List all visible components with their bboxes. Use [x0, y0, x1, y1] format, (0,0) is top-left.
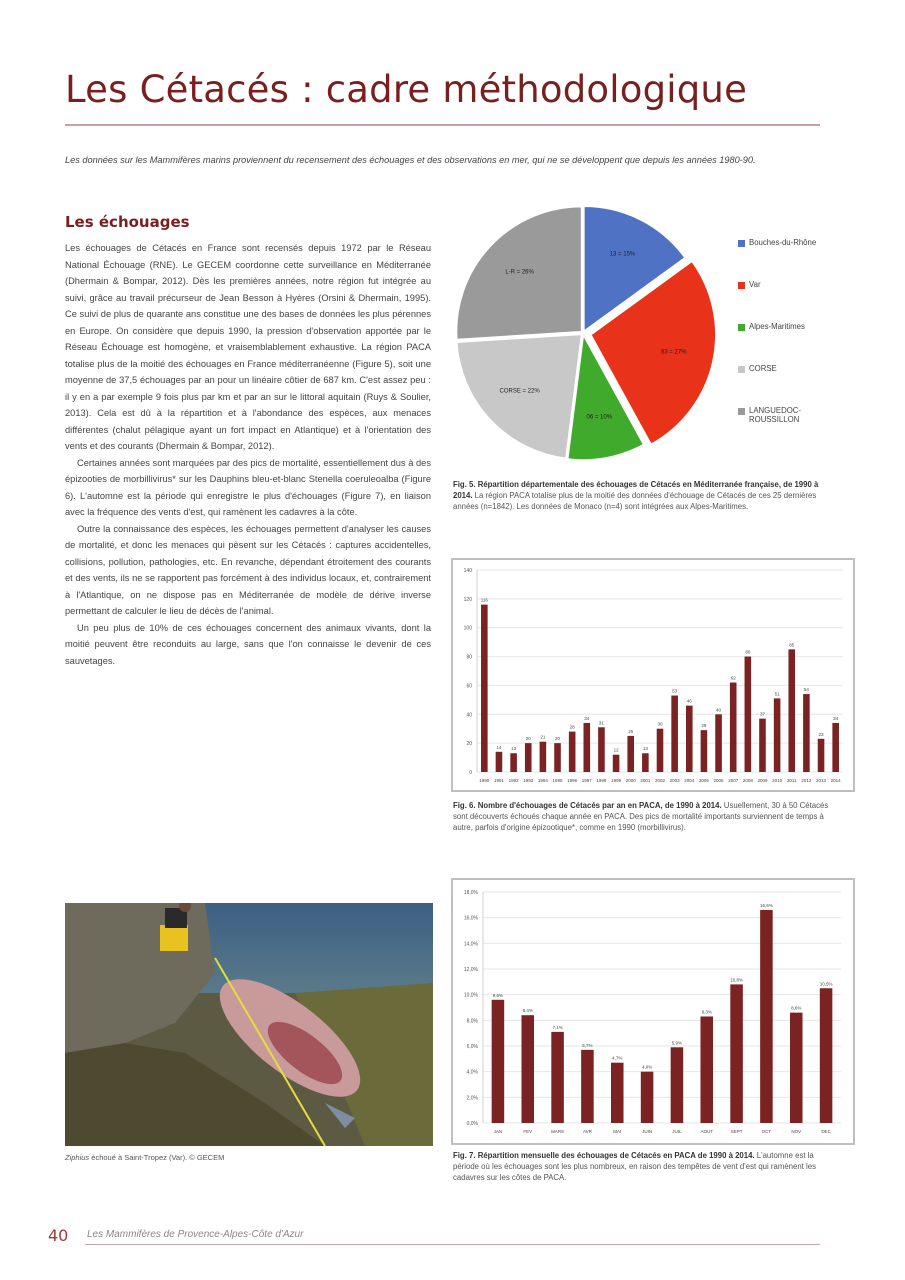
bar-value-label: 37 — [759, 711, 765, 717]
y-tick-label: 12,0% — [463, 967, 478, 973]
x-tick-label: 1995 — [552, 778, 563, 783]
bar-OCT — [760, 910, 773, 1123]
bar-value-label: 13 — [511, 746, 517, 752]
x-tick-label: 1997 — [581, 778, 592, 783]
x-tick-label: MARS — [551, 1129, 565, 1134]
bar-2000 — [627, 736, 634, 772]
bar-value-label: 31 — [598, 720, 604, 726]
y-tick-label: 120 — [463, 596, 472, 603]
x-tick-label: 1996 — [567, 778, 578, 783]
x-tick-label: 2005 — [698, 778, 709, 783]
x-tick-label: 2007 — [728, 778, 739, 783]
fig7-caption-text: L'automne est la période où les échouages sont les plus nombreux, en raison des tempêtes de vent d'est qui ramènent les cadavres sur les côtes de PACA. — [453, 1151, 816, 1182]
bar-2005 — [701, 730, 708, 772]
legend-item — [738, 322, 848, 364]
x-tick-label: 1999 — [611, 778, 622, 783]
footer-book-title: Les Mammifères de Provence-Alpes-Côte d'Azur — [87, 1229, 304, 1240]
bar-2014 — [832, 723, 839, 772]
bar-value-label: 51 — [774, 691, 780, 697]
x-tick-label: 2001 — [640, 778, 651, 783]
bar-2012 — [803, 694, 810, 772]
bar-value-label: 8,6% — [791, 1005, 802, 1011]
bar-2010 — [774, 698, 781, 772]
bar-value-label: 62 — [730, 675, 736, 681]
bar-value-label: 10,5% — [819, 981, 833, 987]
paragraph: Outre la connaissance des espèces, les échouages permettent d'analyser les causes de mortalité, et donc les menaces qui pèsent sur les Cétacés : captures accidentelles, collisions, pollution, pathologies, etc. En revanche, dépendant étroitement des courants et des vents, ils ne se rapportent pas forcément à des individus locaux, et, contrairement à l'Atlantique, on ne dispose pas en Méditerranée de modèle de dérive inverse permettant de calculer le lieu de décès de l'animal. — [65, 523, 431, 616]
bar-AVR — [581, 1050, 594, 1123]
y-tick-label: 8,0% — [466, 1018, 478, 1025]
bar-1995 — [554, 743, 561, 772]
bar-value-label: 10,8% — [730, 977, 743, 983]
x-tick-label: 2012 — [801, 778, 812, 783]
bar-2008 — [745, 657, 752, 772]
bar-2006 — [715, 714, 722, 772]
x-tick-label: AVR — [582, 1129, 592, 1134]
bar-2003 — [671, 696, 678, 772]
bar-value-label: 5,9% — [671, 1040, 683, 1046]
paragraph: Certaines années sont marquées par des pics de mortalité, essentiellement dus à des épizooties de morbillivirus* sur les Dauphins bleu-et-blanc Stenella coeruleoalba (Figure 6). L'automne est la période qui enregistre le plus d'échouages (Figure 7), en liaison avec la fréquence des vents d'est, qui ramènent les cadavres à la côte. — [65, 457, 431, 517]
x-tick-label: 2013 — [816, 778, 827, 783]
fig5-caption — [453, 479, 833, 512]
bar-MARS — [551, 1032, 564, 1123]
x-tick-label: 1993 — [523, 778, 534, 783]
x-tick-label: 2004 — [684, 778, 695, 783]
x-tick-label: 1990 — [479, 778, 490, 783]
legend-label: Alpes-Maritimes — [749, 322, 805, 331]
fig6-bar-chart — [451, 558, 855, 792]
photo-caption-text: échoué à Saint-Tropez (Var). © GECEM — [89, 1153, 225, 1162]
x-tick-label: 1994 — [537, 778, 548, 783]
bar-FEV — [521, 1015, 534, 1123]
bar-value-label: 80 — [745, 649, 751, 655]
fig6-caption-title: Fig. 6. Nombre d'échouages de Cétacés par an en PACA, de 1990 à 2014. — [453, 801, 722, 810]
fig6-svg — [453, 560, 853, 790]
bar-value-label: 16,6% — [760, 902, 773, 908]
pie-slice-corse — [457, 334, 582, 458]
bar-value-label: 53 — [672, 688, 678, 694]
bar-value-label: 23 — [818, 731, 824, 737]
bar-value-label: 25 — [628, 728, 634, 734]
body-text — [65, 240, 431, 669]
bar-value-label: 4,0% — [641, 1064, 653, 1070]
y-tick-label: 40 — [466, 712, 472, 719]
fig7-svg — [453, 880, 853, 1143]
x-tick-label: 2000 — [625, 778, 636, 783]
y-tick-label: 140 — [463, 568, 472, 574]
x-tick-label: MAI — [613, 1129, 622, 1134]
bar-2011 — [788, 649, 795, 772]
x-tick-label: 2010 — [772, 778, 783, 783]
legend-swatch — [738, 240, 745, 247]
bar-value-label: 5,7% — [582, 1042, 593, 1048]
bar-value-label: 30 — [657, 721, 663, 727]
bar-1999 — [613, 755, 620, 772]
x-tick-label: 2014 — [830, 778, 841, 783]
fig7-caption-title: Fig. 7. Répartition mensuelle des échouages de Cétacés en PACA de 1990 à 2014. — [453, 1151, 755, 1160]
x-tick-label: NOV — [791, 1129, 802, 1134]
legend-swatch — [738, 408, 745, 415]
bar-1994 — [540, 742, 547, 772]
pie-slice-label: CORSE = 22% — [499, 388, 540, 395]
legend-label: Var — [749, 280, 761, 289]
bar-value-label: 7,1% — [552, 1024, 563, 1030]
bar-value-label: 20 — [525, 736, 531, 742]
bar-2007 — [730, 683, 737, 772]
pie-slice-label: L-R = 26% — [505, 269, 534, 276]
fig6-caption — [453, 800, 833, 833]
fig7-caption — [453, 1150, 833, 1183]
legend-label: CORSE — [749, 364, 777, 373]
legend-label: Bouches-du-Rhône — [749, 238, 817, 247]
bar-JUIN — [641, 1072, 654, 1123]
y-tick-label: 4,0% — [466, 1069, 478, 1076]
bar-value-label: 14 — [496, 744, 502, 750]
legend-item — [738, 238, 848, 280]
bar-value-label: 21 — [540, 734, 546, 740]
bar-2013 — [818, 739, 825, 772]
bar-value-label: 40 — [716, 707, 722, 713]
fig5-caption-text: La région PACA totalise plus de la moitié des données d'échouage de Cétacés de ces 25 dernières années (n=1842). Les données de Monaco (n=4) sont intégrées aux Alpes-Maritimes. — [453, 491, 817, 511]
bar-JUIL — [671, 1047, 684, 1123]
bar-1992 — [510, 753, 517, 772]
y-tick-label: 80 — [466, 654, 472, 661]
bar-2004 — [686, 706, 693, 772]
page-number: 40 — [48, 1226, 69, 1245]
x-tick-label: 2011 — [786, 778, 797, 783]
y-tick-label: 0,0% — [466, 1121, 478, 1127]
y-tick-label: 0 — [469, 770, 472, 776]
bar-NOV — [790, 1013, 803, 1123]
pie-slice-label: 13 = 15% — [609, 251, 636, 258]
bar-1993 — [525, 743, 532, 772]
paragraph: Un peu plus de 10% de ces échouages concernent des animaux vivants, dont la moitié peuvent être reconduits au large, sans que l'on connaisse le devenir de ces sauvetages. — [65, 622, 431, 666]
x-tick-label: AOUT — [700, 1129, 714, 1134]
pie-slice-label: 06 = 10% — [586, 414, 613, 421]
photo-caption-species: Ziphius — [65, 1153, 90, 1162]
bar-1997 — [584, 723, 591, 772]
bar-value-label: 12 — [613, 747, 619, 753]
x-tick-label: 2003 — [669, 778, 680, 783]
x-tick-label: OCT — [761, 1129, 772, 1134]
x-tick-label: 1998 — [596, 778, 607, 783]
bar-value-label: 116 — [480, 597, 488, 603]
pie-legend — [738, 238, 848, 448]
legend-item — [738, 280, 848, 322]
legend-label: LANGUEDOC-ROUSSILLON — [749, 406, 801, 424]
legend-item — [738, 406, 848, 448]
y-tick-label: 60 — [466, 683, 472, 690]
x-tick-label: 2006 — [713, 778, 724, 783]
section-heading: Les échouages — [65, 213, 190, 231]
bar-JAN — [492, 1000, 505, 1123]
photo-caption — [65, 1153, 224, 1162]
bar-value-label: 34 — [833, 715, 839, 721]
y-tick-label: 10,0% — [463, 992, 478, 999]
paragraph: Les échouages de Cétacés en France sont recensés depuis 1972 par le Réseau National Échouage (RNE). Le GECEM coordonne cette surveillance en Méditerranée (Dhermain & Bompar, 2012). Dès les premières années, notre région fut intégrée au suivi, grâce au travail précurseur de Jean Besson à Hyères (Orsini & Dhermain, 1995). Ce suivi de plus de quarante ans constitue une des bases de données les plus pérennes en Europe. On considère que depuis 1990, la pression d'observation apportée par le Réseau Échouage est homogène, et vraisemblablement exhaustive. La région PACA totalise plus de la moitié des échouages en France méditerranéenne (Figure 5), soit une moyenne de 37,5 échouages par an pour un linéaire côtier de 687 km. C'est assez peu : il y en a par exemple 9 fois plus par km et par an sur le littoral aquitain (Ruys & Soulier, 2013). Cela est dû à la répartition et à l'abondance des espèces, aux menaces différentes (chalut pélagique ayant un fort impact en Atlantique) et à l'orientation des vents et des courants (Dhermain & Bompar, 2012). — [65, 243, 431, 451]
x-tick-label: 2009 — [757, 778, 768, 783]
bar-MAI — [611, 1063, 624, 1123]
bar-value-label: 9,6% — [492, 992, 504, 998]
x-tick-label: 1992 — [508, 778, 519, 783]
y-tick-label: 100 — [463, 625, 472, 632]
bar-1996 — [569, 732, 576, 772]
bar-value-label: 46 — [686, 698, 692, 704]
legend-swatch — [738, 282, 745, 289]
bar-value-label: 85 — [789, 642, 795, 648]
bar-2001 — [642, 753, 649, 772]
y-tick-label: 6,0% — [466, 1044, 478, 1050]
x-tick-label: 2002 — [654, 778, 666, 783]
x-tick-label: SEPT — [730, 1129, 743, 1134]
bar-1990 — [481, 605, 488, 772]
y-tick-label: 20 — [466, 741, 472, 748]
bar-value-label: 13 — [642, 746, 648, 752]
x-tick-label: FEV — [523, 1129, 533, 1134]
bar-AOUT — [700, 1016, 713, 1123]
bar-value-label: 20 — [555, 736, 561, 742]
bar-value-label: 34 — [584, 715, 590, 721]
stranded-whale-photo — [65, 903, 433, 1146]
bar-value-label: 8,3% — [701, 1009, 712, 1015]
bar-SEPT — [730, 984, 743, 1123]
x-tick-label: 2008 — [742, 778, 753, 783]
bar-value-label: 28 — [569, 724, 575, 730]
footer-divider — [85, 1244, 820, 1245]
fig6-caption-text: Usuellement, 30 à 50 Cétacés sont découverts échoués chaque année en PACA. Des pics de mortalité importants surviennent de temps à autre, parfois d'origine épizootique*, comme en 1990 (morbillivirus). — [453, 801, 829, 832]
y-tick-label: 14,0% — [463, 941, 478, 948]
fig5-caption-title: Fig. 5. Répartition départementale des échouages de Cétacés en Méditerranée française, de 1990 à 2014. — [453, 480, 819, 500]
y-tick-label: 18,0% — [463, 890, 478, 896]
bar-1998 — [598, 727, 605, 772]
x-tick-label: 1991 — [493, 778, 504, 783]
page-title: Les Cétacés : cadre méthodologique — [65, 68, 748, 111]
x-tick-label: JUIN — [642, 1129, 653, 1134]
bar-value-label: 29 — [701, 723, 707, 729]
photo-illustration — [65, 903, 433, 1146]
x-tick-label: JAN — [493, 1129, 503, 1134]
y-tick-label: 16,0% — [463, 915, 478, 922]
bar-value-label: 4,7% — [612, 1055, 623, 1061]
x-tick-label: JUIL — [672, 1129, 682, 1134]
fig7-bar-chart — [451, 878, 855, 1145]
bar-value-label: 54 — [803, 687, 809, 693]
bar-value-label: 8,4% — [522, 1008, 533, 1014]
y-tick-label: 2,0% — [466, 1095, 478, 1102]
fig5-pie-chart — [453, 205, 723, 470]
pie-svg — [453, 205, 723, 470]
legend-swatch — [738, 366, 745, 373]
bar-DEC — [820, 988, 833, 1123]
legend-swatch — [738, 324, 745, 331]
intro-text: Les données sur les Mammifères marins proviennent du recensement des échouages et des observations en mer, qui ne se développent que depuis les années 1980-90. — [65, 155, 756, 165]
pie-slice-label: 83 = 27% — [660, 349, 687, 356]
legend-item — [738, 364, 848, 406]
title-divider — [65, 124, 820, 126]
x-tick-label: DEC — [821, 1129, 831, 1134]
bar-2009 — [759, 719, 766, 772]
bar-1991 — [496, 752, 503, 772]
bar-2002 — [657, 729, 664, 772]
